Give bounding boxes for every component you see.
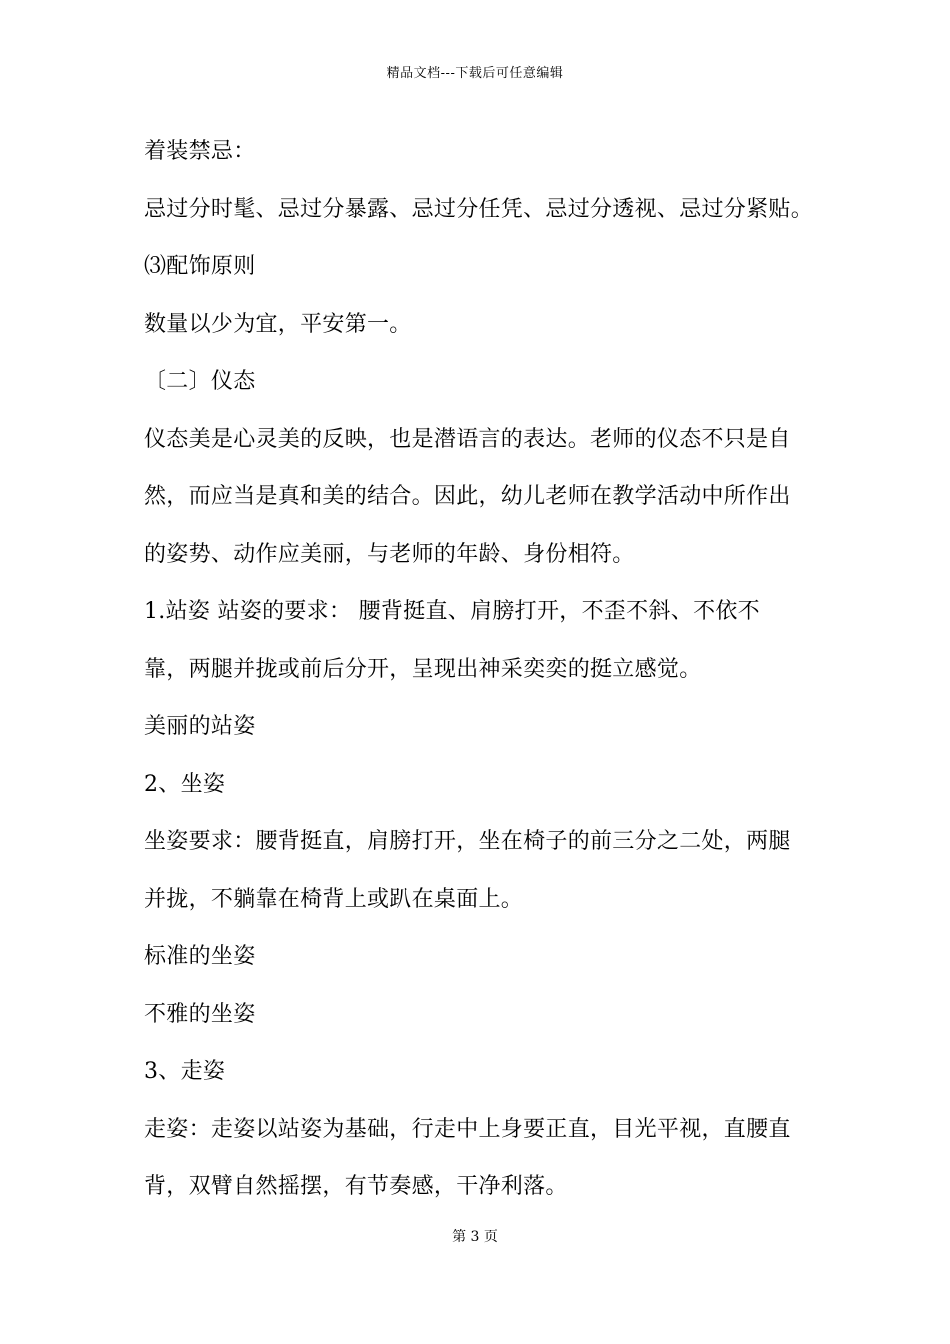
text-line: 数量以少为宜，平安第一。 xyxy=(144,311,412,337)
text-line: 的姿势、动作应美丽，与老师的年龄、身份相符。 xyxy=(144,541,635,567)
text-line: 走姿：走姿以站姿为基础，行走中上身要正直，目光平视，直腰直 xyxy=(144,1116,791,1142)
text-line: 仪态美是心灵美的反映，也是潜语言的表达。老师的仪态不只是自 xyxy=(144,426,791,452)
page-header: 精品文档---下载后可任意编辑 xyxy=(386,66,564,81)
document-body xyxy=(144,134,814,1227)
text-line: 标准的坐姿 xyxy=(144,944,256,969)
text-line: ⑶配饰原则 xyxy=(144,254,256,279)
text-line: 忌过分时髦、忌过分暴露、忌过分任凭、忌过分透视、忌过分紧贴。 xyxy=(144,196,814,222)
text-line: 并拢，不躺靠在椅背上或趴在桌面上。 xyxy=(144,886,524,912)
text-line: 然，而应当是真和美的结合。因此，幼儿老师在教学活动中所作出 xyxy=(144,484,791,509)
text-line: 3、走姿 xyxy=(144,1059,226,1084)
text-line: 1.站姿 站姿的要求： 腰背挺直、肩膀打开，不歪不斜、不依不 xyxy=(144,599,760,624)
text-line: 不雅的坐姿 xyxy=(144,1001,256,1027)
text-line: 靠，两腿并拢或前后分开，呈现出神采奕奕的挺立感觉。 xyxy=(144,656,702,682)
text-line: 背，双臂自然摇摆，有节奏感，干净利落。 xyxy=(144,1174,568,1199)
section-heading: 〔二〕仪态 xyxy=(144,369,256,394)
text-line: 着装禁忌： xyxy=(144,139,256,164)
text-line: 坐姿要求：腰背挺直，肩膀打开，坐在椅子的前三分之二处，两腿 xyxy=(144,829,791,854)
text-line: 2、坐姿 xyxy=(144,771,226,797)
page-number: 第 3 页 xyxy=(452,1229,498,1245)
text-line: 美丽的站姿 xyxy=(144,714,256,739)
